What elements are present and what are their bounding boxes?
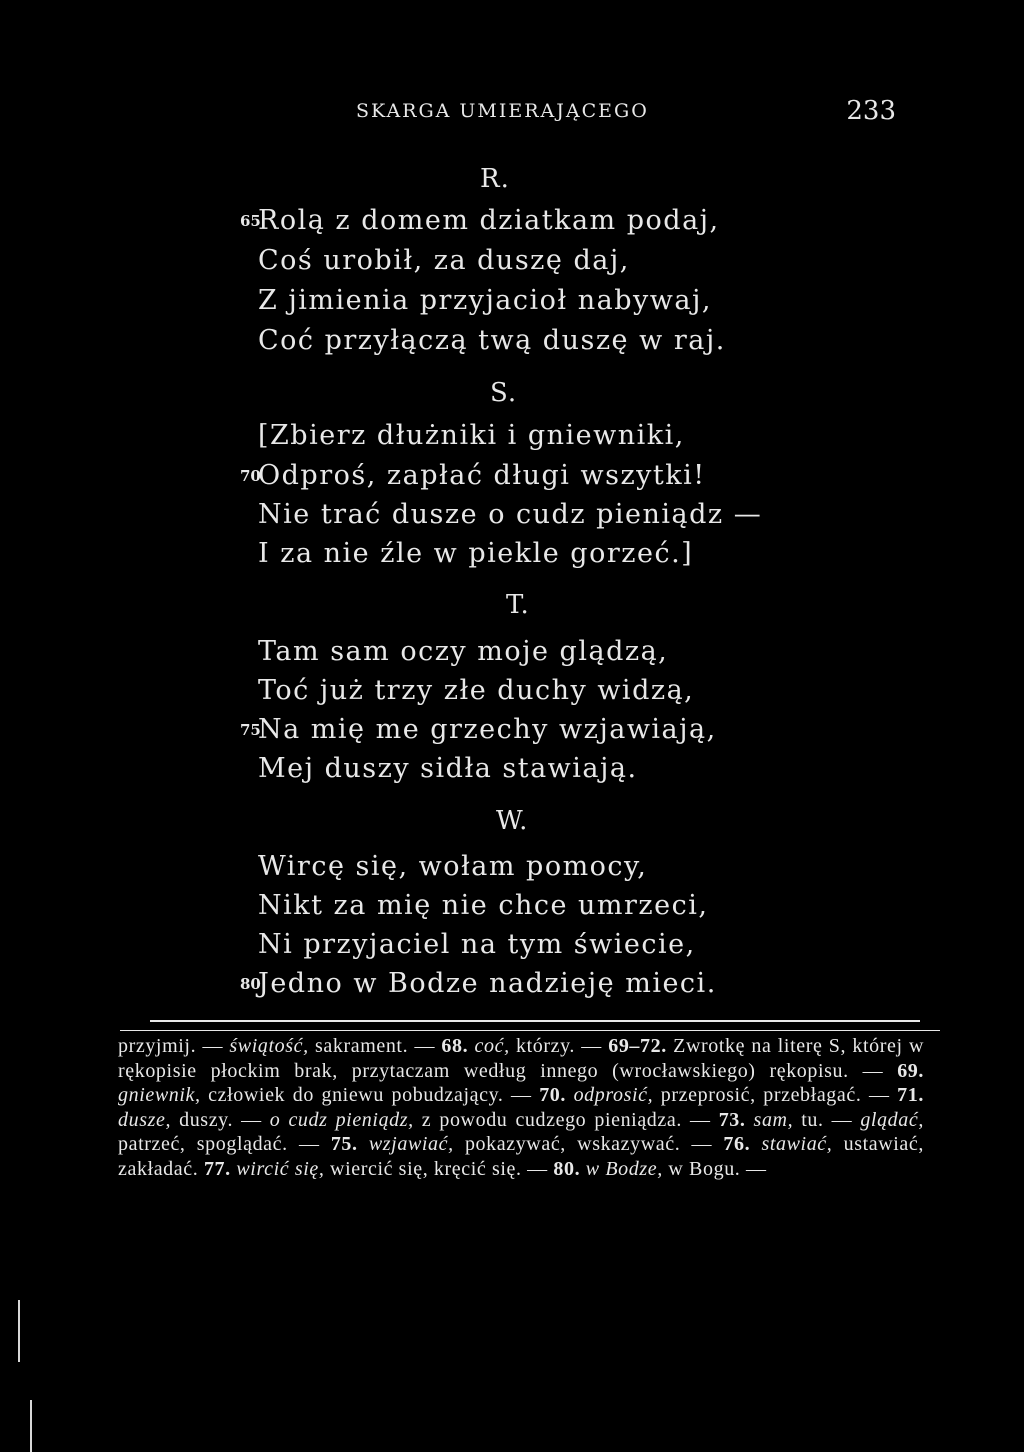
verse-line: Z jimienia przyjacioł nabywaj, bbox=[258, 285, 712, 316]
stanza-letter-s: S. bbox=[490, 378, 518, 408]
line-number: 70 bbox=[240, 467, 261, 485]
page-number: 233 bbox=[846, 96, 896, 126]
scan-edge-line bbox=[30, 1400, 32, 1452]
stanza-letter-r: R. bbox=[480, 164, 510, 194]
verse-line: Odproś, zapłać długi wszytki! bbox=[258, 460, 706, 491]
verse-line: Coś urobił, za duszę daj, bbox=[258, 245, 630, 276]
verse-line: Nie trać dusze o cudz pieniądz — bbox=[258, 499, 763, 530]
running-title: SKARGA UMIERAJĄCEGO bbox=[356, 100, 649, 122]
verse-line: Nikt za mię nie chce umrzeci, bbox=[258, 890, 709, 921]
verse-line: Mej duszy sidła stawiają. bbox=[258, 753, 638, 784]
scan-edge-line bbox=[18, 1300, 20, 1362]
verse-line: [Zbierz dłużniki i gniewniki, bbox=[258, 420, 685, 451]
stanza-letter-t: T. bbox=[506, 590, 530, 620]
verse-line: Na mię me grzechy wzjawiają, bbox=[258, 714, 717, 745]
verse-line: Rolą z domem dziatkam podaj, bbox=[258, 205, 720, 236]
verse-line: I za nie źle w piekle gorzeć.] bbox=[258, 538, 694, 569]
page-header bbox=[356, 96, 896, 134]
footnote-rule-thin bbox=[120, 1030, 940, 1031]
verse-line: Jedno w Bodze nadzieję mieci. bbox=[258, 968, 717, 999]
line-number: 80 bbox=[240, 975, 261, 993]
verse-line: Toć już trzy złe duchy widzą, bbox=[258, 675, 695, 706]
footnotes: przyjmij. — świątość, sakrament. — 68. coć, którzy. — 69–72. Zwrotkę na literę S, której w rękopisie płockim brak, przytaczam według innego (wrocławskiego) rękopisu. — 69. gniewnik, człowiek do gniewu pobudzający. — 70. odprosić, przeprosić, przebłagać. — 71. dusze, duszy. — o cudz pieniądz, z powodu cudzego pieniądza. — 73. sam, tu. — glądać, patrzeć, spoglądać. — 75. wzjawiać, pokazywać, wskazywać. — 76. stawiać, ustawiać, zakładać. 77. wircić się, wiercić się, kręcić się. — 80. w Bodze, w Bogu. — bbox=[118, 1035, 925, 1180]
verse-line: Ni przyjaciel na tym świecie, bbox=[258, 929, 696, 960]
verse-line: Coć przyłączą twą duszę w raj. bbox=[258, 325, 726, 356]
stanza-letter-w: W. bbox=[496, 806, 529, 836]
line-number: 65 bbox=[240, 212, 261, 230]
footnote-rule bbox=[150, 1020, 920, 1022]
verse-line: Tam sam oczy moje glądzą, bbox=[258, 636, 669, 667]
line-number: 75 bbox=[240, 721, 261, 739]
verse-line: Wircę się, wołam pomocy, bbox=[258, 851, 648, 882]
